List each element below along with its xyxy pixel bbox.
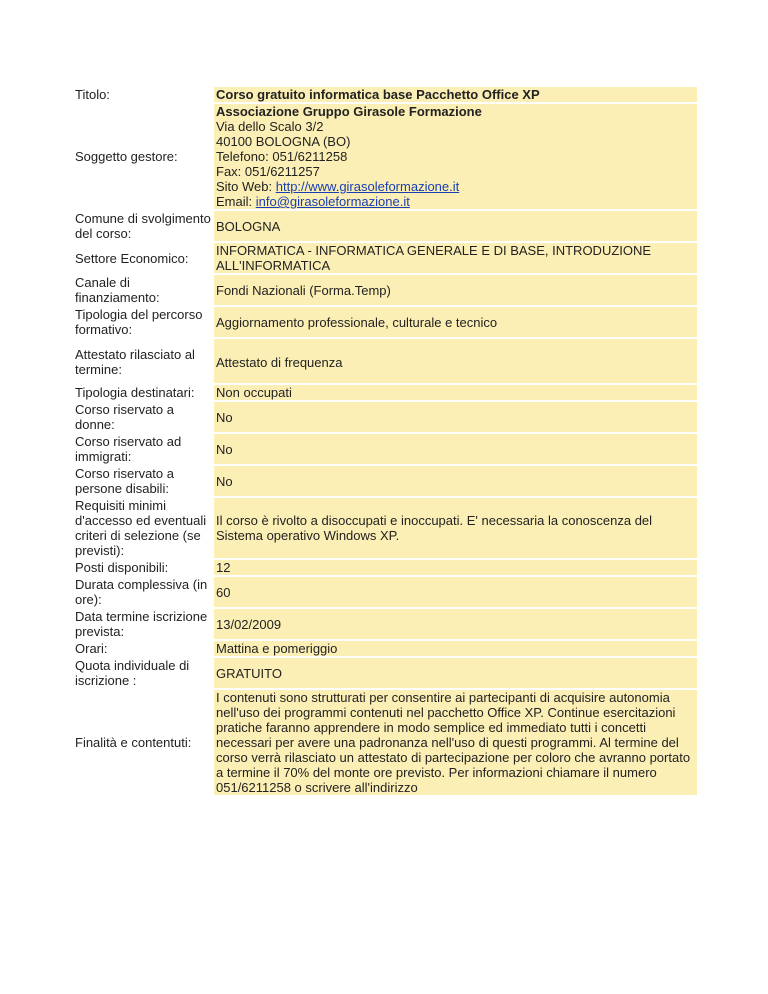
row-riservato-immigrati [73,434,697,464]
row-tipologia-percorso [73,307,697,337]
value-finalita: I contenuti sono strutturati per consentire ai partecipanti di acquisire autonomia nell'uso dei programmi contenuti nel pacchetto Office XP. Continue esercitazioni pratiche faranno apprendere in modo semplice ed immediato tutti i concetti necessari per avere una padronanza nell'uso di questi programmi. Al termine del corso verrà rilasciato un attestato di partecipazione per coloro che avranno portato a termine il 70% del monte ore previsto. Per informazioni chiamare il numero 051/6211258 o scrivere all'indirizzo [214,690,697,795]
value-riservato-disabili: No [214,466,697,496]
value-canale: Fondi Nazionali (Forma.Temp) [214,275,697,305]
value-tipologia-destinatari: Non occupati [214,385,697,400]
value-requisiti: Il corso è rivolto a disoccupati e inoccupati. E' necessaria la conoscenza del Sistema operativo Windows XP. [214,498,697,558]
value-soggetto-gestore [214,104,697,209]
value-durata: 60 [214,577,697,607]
row-finalita [73,690,697,795]
row-settore [73,243,697,273]
row-attestato [73,339,697,383]
label-riservato-disabili: Corso riservato a persone disabili: [73,466,214,496]
email-prefix: Email: [216,194,256,209]
label-orari: Orari: [73,641,214,656]
org-city: 40100 BOLOGNA (BO) [216,134,351,149]
value-orari: Mattina e pomeriggio [214,641,697,656]
course-info-document [73,85,697,797]
row-data-termine [73,609,697,639]
row-soggetto-gestore [73,104,697,209]
course-info-table [73,85,697,797]
website-link[interactable]: http://www.girasoleformazione.it [275,179,460,194]
value-attestato: Attestato di frequenza [214,339,697,383]
value-posti: 12 [214,560,697,575]
row-requisiti [73,498,697,558]
web-prefix: Sito Web: [216,179,276,194]
label-requisiti: Requisiti minimi d'accesso ed eventuali criteri di selezione (se previsti): [73,498,214,558]
value-settore: INFORMATICA - INFORMATICA GENERALE E DI BASE, INTRODUZIONE ALL'INFORMATICA [214,243,697,273]
value-comune: BOLOGNA [214,211,697,241]
value-titolo: Corso gratuito informatica base Pacchetto Office XP [214,87,697,102]
row-orari [73,641,697,656]
value-tipologia-percorso: Aggiornamento professionale, culturale e tecnico [214,307,697,337]
label-data-termine: Data termine iscrizione prevista: [73,609,214,639]
row-canale [73,275,697,305]
label-canale: Canale di finanziamento: [73,275,214,305]
label-comune: Comune di svolgimento del corso: [73,211,214,241]
label-durata: Durata complessiva (in ore): [73,577,214,607]
label-attestato [73,339,214,383]
label-quota: Quota individuale di iscrizione : [73,658,214,688]
row-posti [73,560,697,575]
value-data-termine: 13/02/2009 [214,609,697,639]
row-tipologia-destinatari [73,385,697,400]
label-posti: Posti disponibili: [73,560,214,575]
org-address: Via dello Scalo 3/2 [216,119,324,134]
row-riservato-donne [73,402,697,432]
label-tipologia-percorso: Tipologia del percorso formativo: [73,307,214,337]
label-settore: Settore Economico: [73,243,214,273]
org-name: Associazione Gruppo Girasole Formazione [216,104,482,119]
label-attestato-text: Attestato rilasciato al termine: [75,347,195,377]
label-riservato-donne: Corso riservato a donne: [73,402,214,432]
label-finalita: Finalità e contentuti: [73,690,214,795]
org-email [216,194,695,209]
row-durata [73,577,697,607]
label-titolo: Titolo: [73,87,214,102]
value-riservato-immigrati: No [214,434,697,464]
row-comune [73,211,697,241]
row-titolo [73,87,697,102]
label-soggetto-gestore: Soggetto gestore: [73,104,214,209]
email-link[interactable]: info@girasoleformazione.it [255,194,410,209]
row-quota [73,658,697,688]
org-web [216,179,695,194]
value-riservato-donne: No [214,402,697,432]
row-riservato-disabili [73,466,697,496]
value-quota: GRATUITO [214,658,697,688]
label-tipologia-destinatari: Tipologia destinatari: [73,385,214,400]
label-riservato-immigrati: Corso riservato ad immigrati: [73,434,214,464]
org-phone: Telefono: 051/6211258 [216,149,348,164]
org-fax: Fax: 051/6211257 [216,164,320,179]
